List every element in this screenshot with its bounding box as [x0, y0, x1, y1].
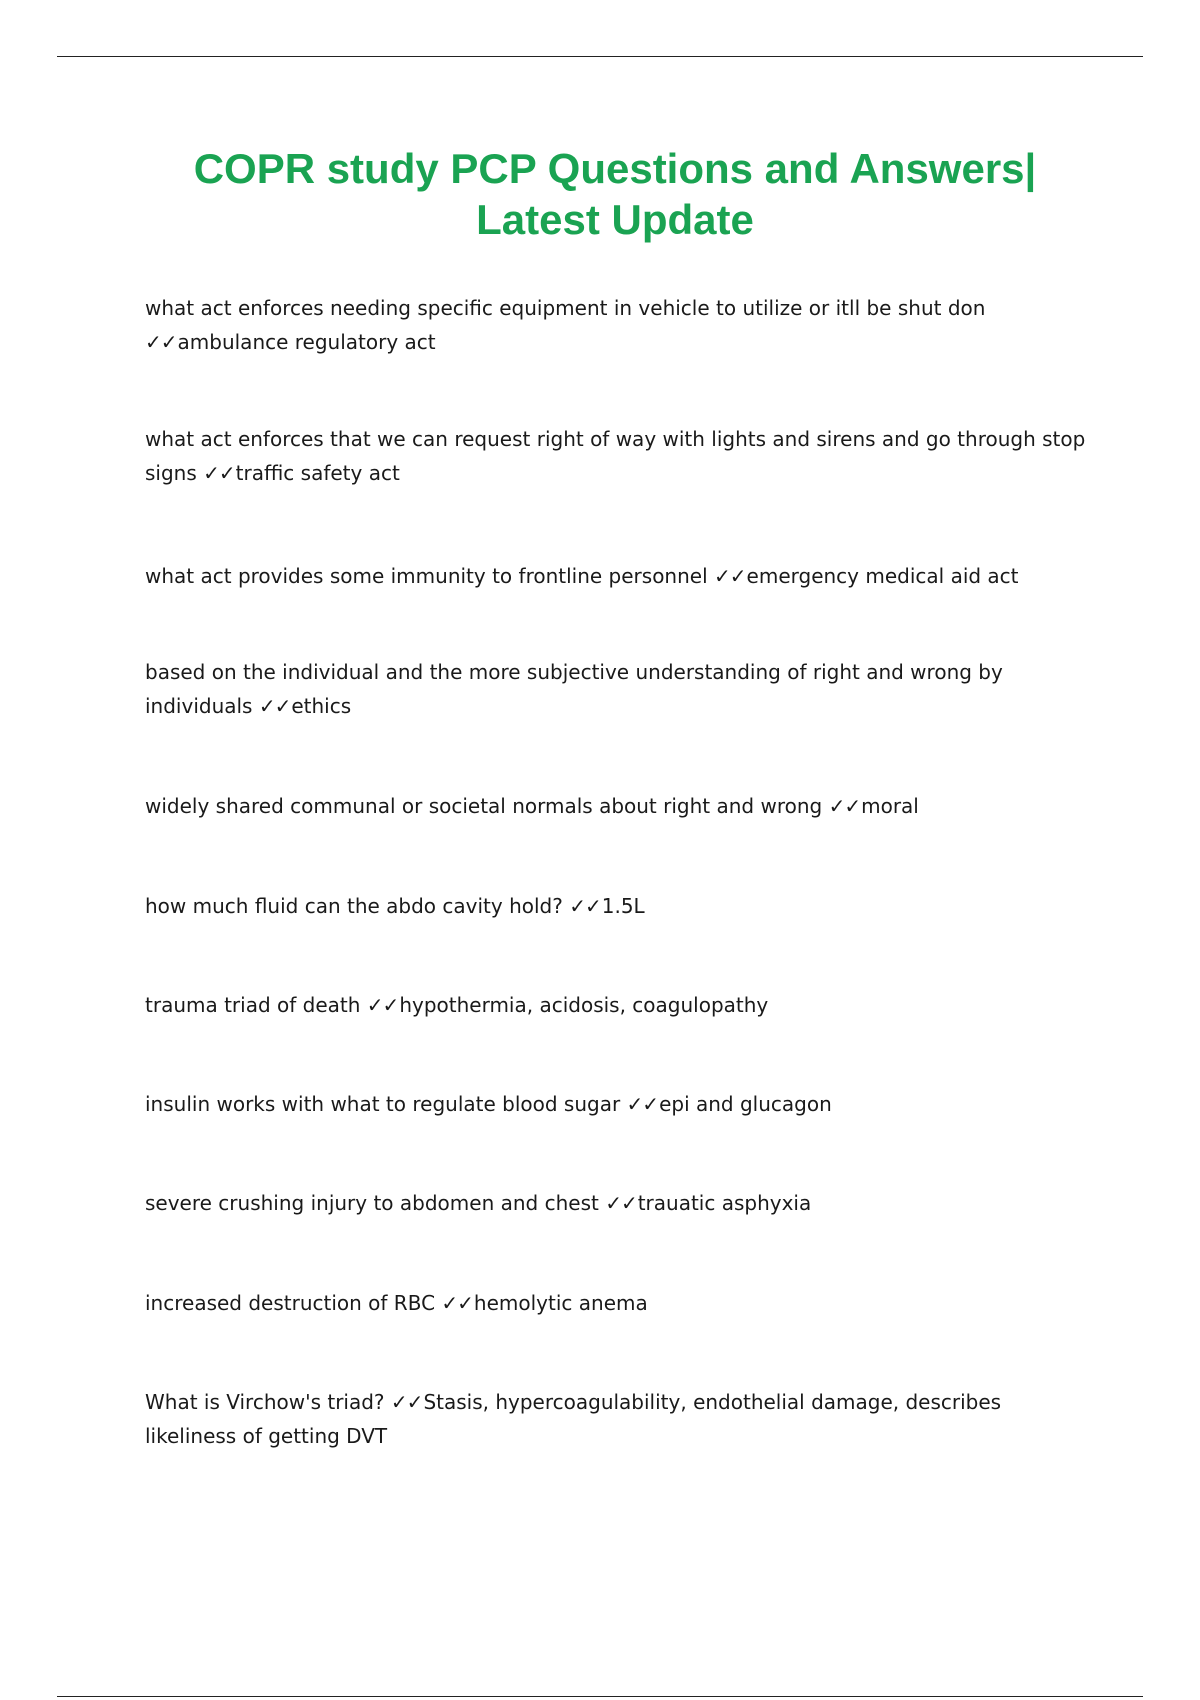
title-line-2: Latest Update — [476, 196, 754, 243]
answer-text: Stasis, hypercoagulability, endothelial damage, describes likeliness of getting DVT — [145, 1390, 1002, 1448]
check-mark-icon: ✓✓ — [626, 1092, 659, 1116]
qa-item — [145, 789, 1095, 823]
question-text: how much fluid can the abdo cavity hold? — [145, 894, 570, 918]
qa-item — [145, 1186, 1095, 1220]
qa-item — [145, 291, 1095, 359]
answer-text: epi and glucagon — [659, 1092, 832, 1116]
question-text: what act enforces needing specific equipment in vehicle to utilize or itll be shut don — [145, 296, 986, 320]
answer-text: ambulance regulatory act — [177, 330, 436, 354]
answer-text: hemolytic anema — [473, 1291, 648, 1315]
question-text: what act enforces that we can request right of way with lights and sirens and go through stop signs — [145, 427, 1086, 485]
question-text: insulin works with what to regulate blood sugar — [145, 1092, 627, 1116]
check-mark-icon: ✓✓ — [569, 894, 601, 918]
qa-item — [145, 1286, 1095, 1320]
answer-text: traffic safety act — [235, 461, 400, 485]
question-text: severe crushing injury to abdomen and chest — [145, 1191, 606, 1215]
qa-item — [145, 1087, 1095, 1121]
question-text: trauma triad of death — [145, 993, 367, 1017]
qa-item — [145, 422, 1095, 490]
check-mark-icon: ✓✓ — [366, 993, 399, 1017]
check-mark-icon: ✓✓ — [390, 1390, 423, 1414]
answer-text: hypothermia, acidosis, coagulopathy — [399, 993, 769, 1017]
answer-text: moral — [861, 794, 919, 818]
qa-item — [145, 1385, 1095, 1453]
bottom-rule — [57, 1696, 1143, 1697]
qa-item — [145, 988, 1095, 1022]
answer-text: ethics — [291, 694, 352, 718]
answer-text: emergency medical aid act — [746, 564, 1019, 588]
qa-item — [145, 559, 1095, 593]
qa-item — [145, 889, 1095, 923]
document-title — [120, 143, 1110, 245]
question-text: increased destruction of RBC — [145, 1291, 442, 1315]
question-text: widely shared communal or societal normals about right and wrong — [145, 794, 829, 818]
check-mark-icon: ✓✓ — [441, 1291, 473, 1315]
answer-text: 1.5L — [601, 894, 645, 918]
answer-text: trauatic asphyxia — [637, 1191, 812, 1215]
check-mark-icon: ✓✓ — [605, 1191, 637, 1215]
check-mark-icon: ✓✓ — [828, 794, 861, 818]
title-line-1: COPR study PCP Questions and Answers| — [193, 145, 1037, 192]
check-mark-icon: ✓✓ — [714, 564, 746, 588]
top-rule — [57, 56, 1143, 57]
question-text: based on the individual and the more subjective understanding of right and wrong by individuals — [145, 660, 1003, 718]
question-text: what act provides some immunity to frontline personnel — [145, 564, 715, 588]
question-text: What is Virchow's triad? — [145, 1390, 391, 1414]
qa-item — [145, 655, 1095, 723]
check-mark-icon: ✓✓ — [145, 330, 177, 354]
check-mark-icon: ✓✓ — [258, 694, 291, 718]
check-mark-icon: ✓✓ — [203, 461, 235, 485]
